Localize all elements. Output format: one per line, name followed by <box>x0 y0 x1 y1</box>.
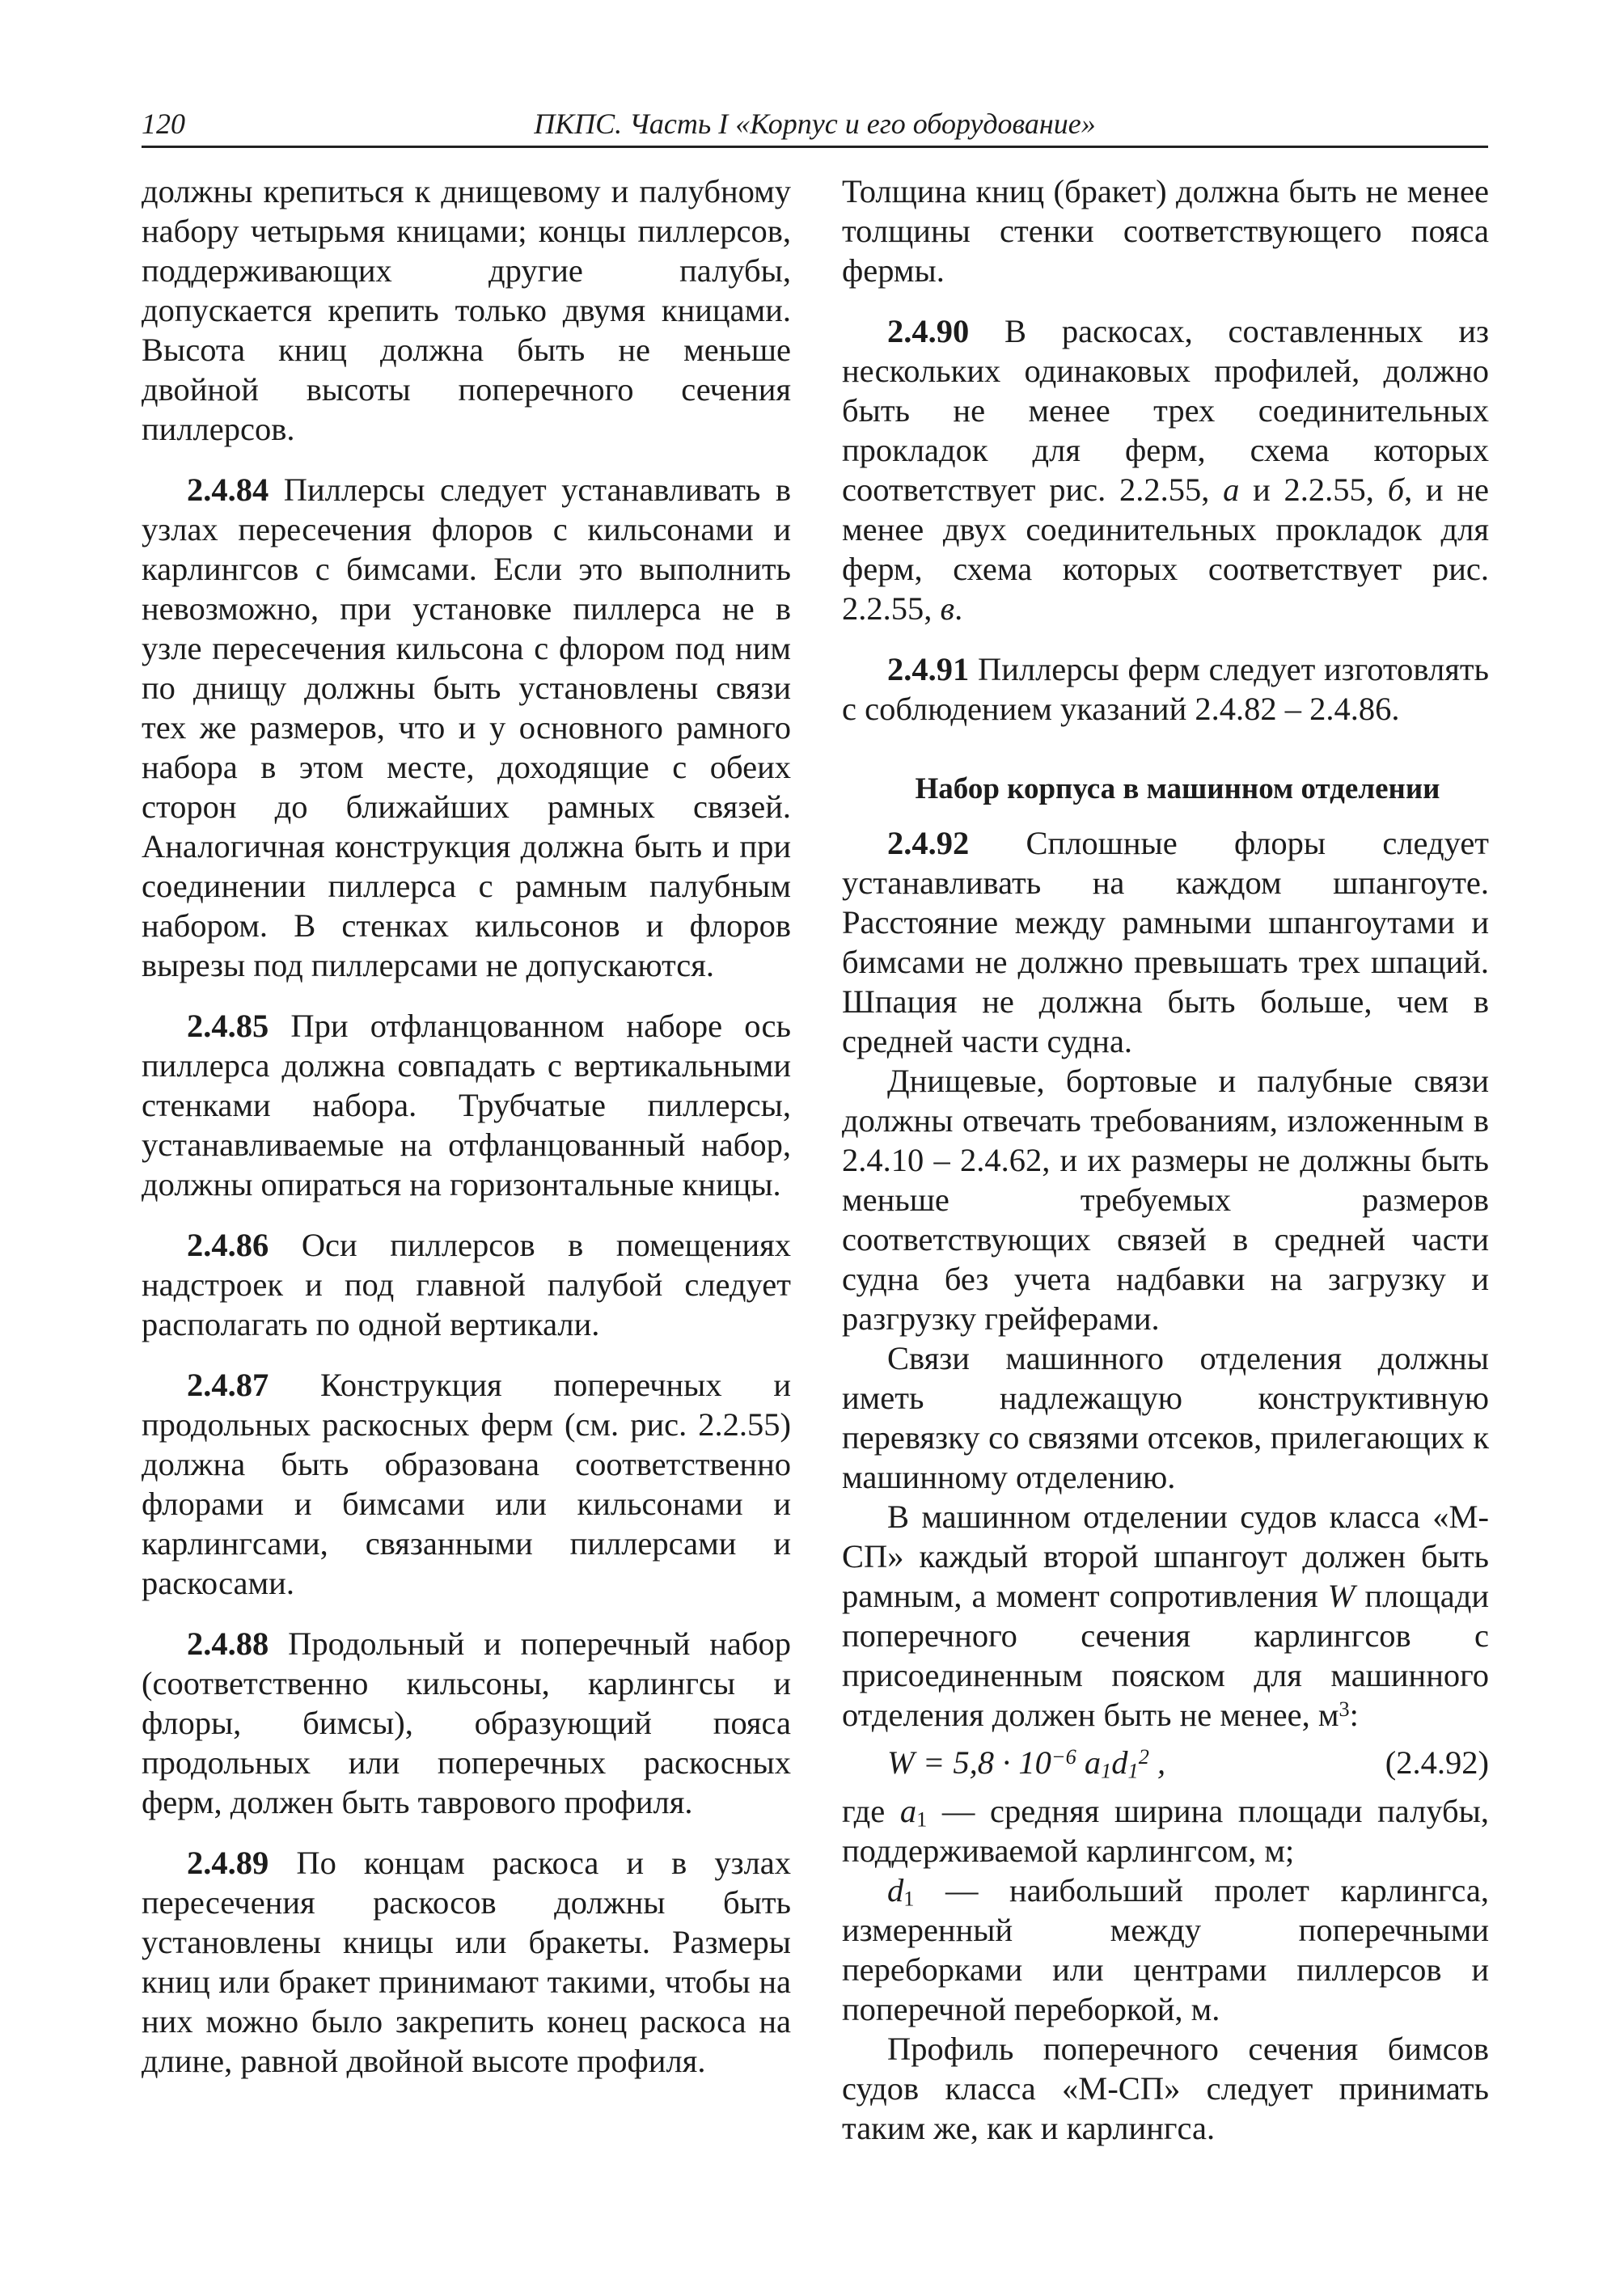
section-number: 2.4.90 <box>887 313 970 349</box>
paragraph-continuation: должны крепиться к днищевому и палубному набору четырьмя кницами; концы пиллерсов, поддерживающих другие палубы, допускается крепить только двумя кницами. Высота книц должна быть не меньше двойной высоты поперечного сечения пиллерсов. <box>142 173 791 447</box>
paragraph-continuation: Толщина книц (бракет) должна быть не менее толщины стенки соответствующего пояса фермы. <box>842 173 1489 289</box>
paragraph: В машинном отделении судов класса «М-СП» каждый второй шпангоут должен быть рамным, а момент сопротивления W площади поперечного сечения карлингсов с присоединенным пояском для машинного отделения должен быть не менее, $м^3$: <box>842 1498 1490 1733</box>
section-number: 2.4.85 <box>187 1008 269 1044</box>
section-heading: Набор корпуса в машинном отделении <box>915 772 1440 805</box>
section-2-4-90: 2.4.90 В раскосах, составленных из нескольких одинаковых профилей, должно быть не менее трех соединительных прокладок для ферм, схема которых соответствует рис. 2.2.55, а и 2.2.55, б, и не менее двух соединительных прокладок для ферм, схема которых соответствует рис. 2.2.55, в. <box>842 313 1489 627</box>
right-column <box>842 171 1489 2148</box>
paragraph: Связи машинного отделения должны иметь надлежащую конструктивную перевязку со связями отсеков, прилегающих к машинному отделению. <box>842 1340 1489 1495</box>
formula-2-4-92 <box>842 1743 1489 1788</box>
formula-expression: $W = 5,8 \cdot 10^{-6}$ $a_1d_1^2$ , <box>887 1744 1166 1783</box>
section-number: 2.4.86 <box>187 1227 269 1263</box>
variable-definition-a1: где $a_1$ — средняя ширина площади палубы, поддерживаемой карлингсом, м; <box>842 1793 1490 1869</box>
section-2-4-86: 2.4.86 Оси пиллерсов в помещениях надстроек и под главной палубой следует располагать по одной вертикали. <box>142 1227 791 1342</box>
section-2-4-91: 2.4.91 Пиллерсы ферм следует изготовлять с соблюдением указаний 2.4.82 – 2.4.86. <box>842 651 1489 727</box>
section-number: 2.4.91 <box>887 651 970 687</box>
section-number: 2.4.92 <box>887 825 970 861</box>
page-header <box>142 104 1488 148</box>
section-number: 2.4.88 <box>187 1625 269 1662</box>
section-2-4-84: 2.4.84 Пиллерсы следует устанавливать в узлах пересечения флоров с кильсонами и карлингсов с бимсами. Если это выполнить невозможно, при установке пиллерса не в узле пересечения кильсона с флором под ним по днищу должны быть установлены связи тех же размеров, что и у основного рамного набора в этом месте, доходящие с обеих сторон до ближайших рамных связей. Аналогичная конструкция должна быть и при соединении пиллерса с рамным палубным набором. В стенках кильсонов и флоров вырезы под пиллерсами не допускаются. <box>142 471 791 983</box>
running-title: ПКПС. Часть I «Корпус и его оборудование» <box>534 108 1096 140</box>
section-2-4-89: 2.4.89 По концам раскоса и в узлах пересечения раскосов должны быть установлены кницы или бракеты. Размеры книц или бракет принимают такими, чтобы на них можно было закрепить конец раскоса на длине, равной двойной высоте профиля. <box>142 1845 792 2079</box>
paragraph: Профиль поперечного сечения бимсов судов класса «М-СП» следует принимать таким же, как и карлингса. <box>842 2031 1489 2146</box>
section-number: 2.4.87 <box>187 1367 269 1403</box>
page-number: 120 <box>142 108 185 140</box>
section-2-4-87: 2.4.87 Конструкция поперечных и продольных раскосных ферм (см. рис. 2.2.55) должна быть образована соответственно флорами и бимсами или кильсонами и карлингсами, связанными пиллерсами и раскосами. <box>142 1367 791 1601</box>
section-2-4-92: 2.4.92 Сплошные флоры следует устанавливать на каждом шпангоуте. Расстояние между рамными шпангоутами и бимсами не должно превышать трех шпаций. Шпация не должна быть больше, чем в средней части судна. <box>842 825 1489 1059</box>
section-2-4-85: 2.4.85 При отфланцованном наборе ось пиллерса должна совпадать с вертикальными стенками набора. Трубчатые пиллерсы, устанавливаемые на отфланцованный набор, должны опираться на горизонтальные кницы. <box>142 1008 791 1203</box>
section-number: 2.4.89 <box>187 1845 269 1881</box>
left-column <box>142 171 791 2081</box>
section-number: 2.4.84 <box>187 471 269 508</box>
formula-number: (2.4.92) <box>1385 1744 1489 1781</box>
paragraph: Днищевые, бортовые и палубные связи должны отвечать требованиям, изложенным в 2.4.10 – 2.4.62, и их размеры не должны быть меньше требуемых размеров соответствующих связей в средней части судна без учета надбавки на загрузку и разгрузку грейферами. <box>842 1063 1489 1337</box>
section-2-4-88: 2.4.88 Продольный и поперечный набор (соответственно кильсоны, карлингсы и флоры, бимсы), образующий пояса продольных или поперечных раскосных ферм, должен быть таврового профиля. <box>142 1625 792 1820</box>
variable-definition-d1: $d_1$ — наибольший пролет карлингса, измеренный между поперечными переборками или центрами пиллерсов и поперечной переборкой, м. <box>842 1872 1490 2027</box>
